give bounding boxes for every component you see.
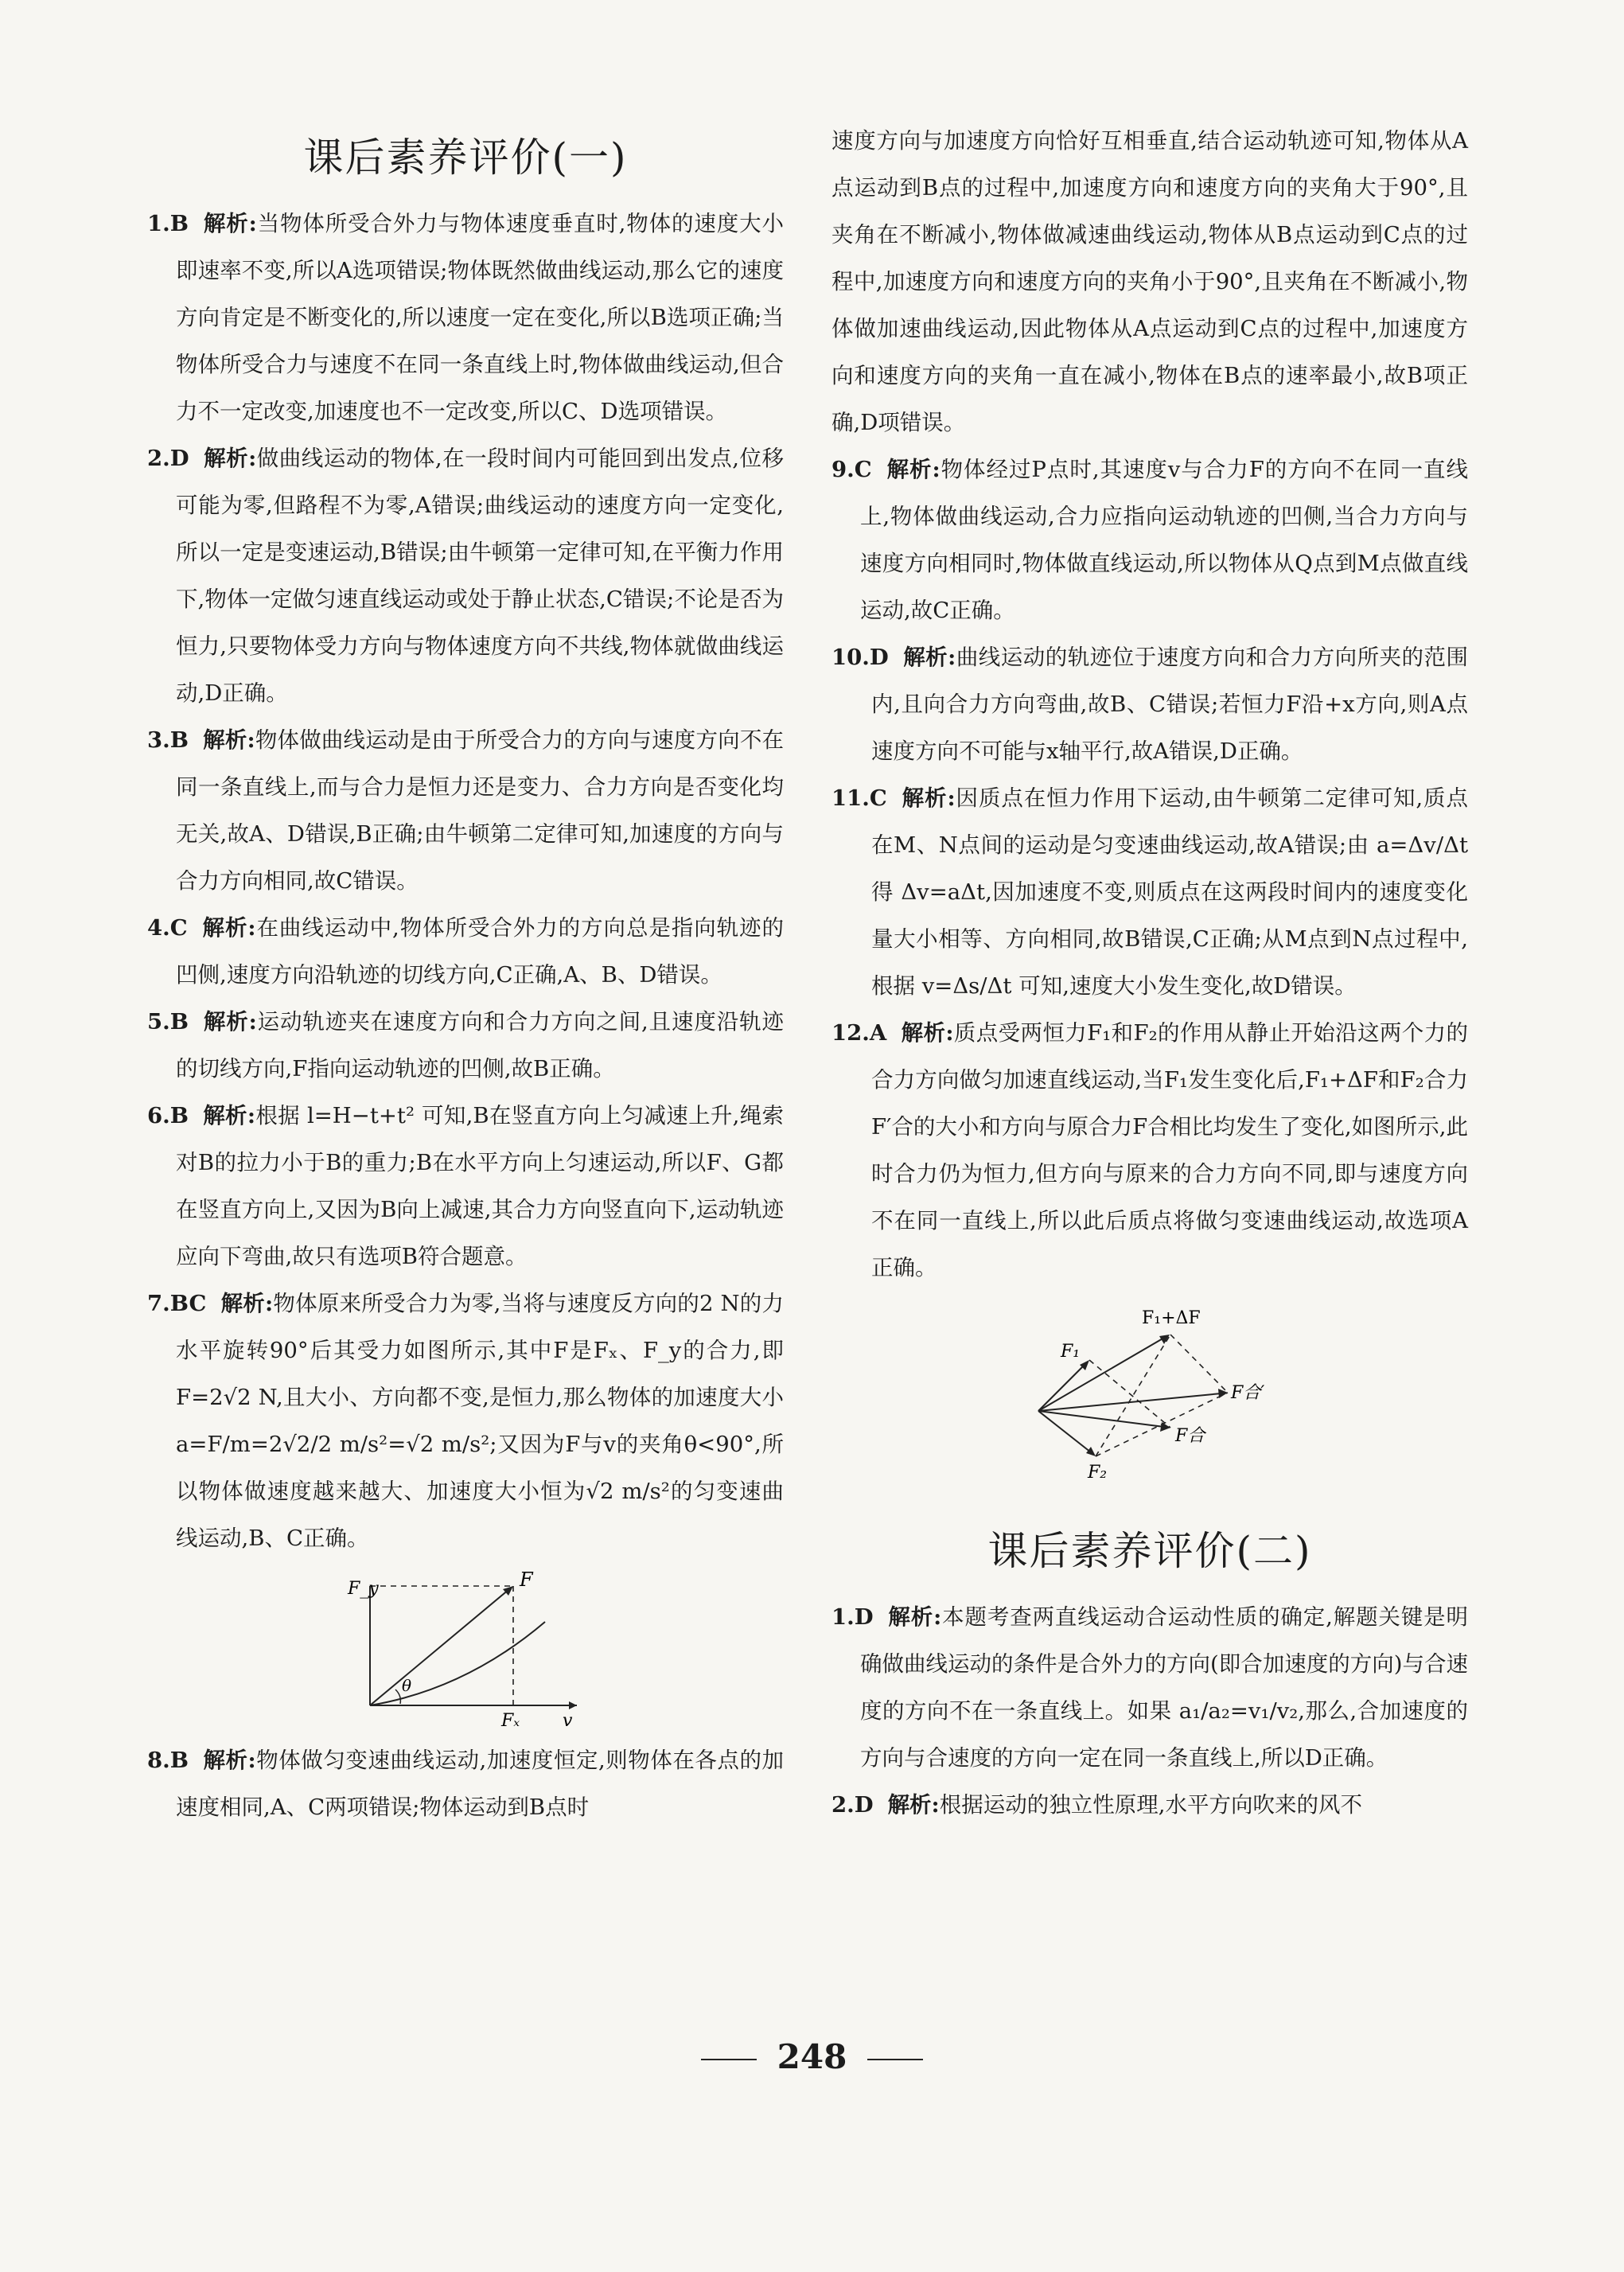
fig7-label-fx: Fₓ [501,1711,520,1729]
answer-5: 5.B 解析:运动轨迹夹在速度方向和合力方向之间,且速度沿轨迹的切线方向,F指向运动轨迹的凹侧,故B正确。 [147,1009,784,1081]
section-title-1: 课后素养评价(一) [303,134,628,181]
page-number-dash-left [701,2059,757,2060]
answer-7: 7.BC 解析:物体原来所受合力为零,当将与速度反方向的2 N的力水平旋转90°后其受力如图所示,其中F是Fₓ、F_y的合力,即F=2√2 N,且大小、方向都不变,是恒力,那么物体的加速度大小 a=F/m=2√2/2 m/s²=√2 m/s²;又因为F与v的夹角θ<90°,所以物体做速度越来越大、加速度大小恒为√2 m/s²的匀变速曲线运动,B、C正确。 [147,1291,784,1551]
figure-12-force-diagram [1022,1300,1277,1483]
fig7-label-f: F [520,1570,533,1591]
answer-8-continued: 速度方向与加速度方向恰好互相垂直,结合运动轨迹可知,物体从A点运动到B点的过程中,加速度方向和速度方向的夹角大于90°,且夹角在不断减小,物体做减速曲线运动,物体从B点运动到C点的过程中,加速度方向和速度方向的夹角小于90°,且夹角在不断减小,物体做加速曲线运动,因此物体从A点运动到C点的过程中,加速度方向和速度方向的夹角一直在减小,物体在B点的速率最小,故B项正确,D项错误。 [831,128,1468,435]
left-column [147,0,784,1831]
answer-4: 4.C 解析:在曲线运动中,物体所受合外力的方向总是指向轨迹的凹侧,速度方向沿轨迹的切线方向,C正确,A、B、D错误。 [147,915,784,988]
answer-6: 6.B 解析:根据 l=H−t+t² 可知,B在竖直方向上匀减速上升,绳索对B的拉力小于B的重力;B在水平方向上匀速运动,所以F、G都在竖直方向上,又因为B向上减速,其合力方向竖直向下,运动轨迹应向下弯曲,故只有选项B符合题意。 [147,1103,785,1269]
figure-7-force-diagram [346,1570,585,1729]
section-title-2: 课后素养评价(二) [987,1528,1312,1574]
fig12-label-fhe-prime: F合′ [1231,1383,1265,1403]
answer-b2: 2.D 解析:根据运动的独立性原理,水平方向吹来的风不 [831,1792,1362,1818]
fig12-label-fhe: F合 [1175,1426,1205,1446]
fig7-label-fy: F_y [348,1579,379,1599]
fig7-label-theta: θ [402,1676,412,1695]
fig7-label-v: v [563,1711,573,1729]
answer-8: 8.B 解析:物体做匀变速曲线运动,加速度恒定,则物体在各点的加速度相同,A、C两项错误;物体运动到B点时 [147,1748,784,1820]
right-column [831,0,1468,1829]
answer-10: 10.D 解析:曲线运动的轨迹位于速度方向和合力方向所夹的范围内,且向合力方向弯曲,故B、C错误;若恒力F沿+x方向,则A点速度方向不可能与x轴平行,故A错误,D正确。 [831,645,1469,764]
page-number: 248 [0,2037,1624,2076]
fig12-label-f1: F₁ [1061,1342,1081,1362]
answer-1: 1.B 解析:当物体所受合外力与物体速度垂直时,物体的速度大小即速率不变,所以A选项错误;物体既然做曲线运动,那么它的速度方向肯定是不断变化的,所以速度一定在变化,所以B选项正确;当物体所受合力与速度不在同一条直线上时,物体做曲线运动,但合力不一定改变,加速度也不一定改变,所以C、D选项错误。 [147,211,784,424]
answer-12: 12.A 解析:质点受两恒力F₁和F₂的作用从静止开始沿这两个力的合力方向做匀加速直线运动,当F₁发生变化后,F₁+ΔF和F₂合力F′合的大小和方向与原合力F合相比均发生了变化,如图所示,此时合力仍为恒力,但方向与原来的合力方向不同,即与速度方向不在同一直线上,所以此后质点将做匀变速曲线运动,故选项A正确。 [831,1020,1468,1280]
page-number-dash-right [867,2059,923,2060]
answer-3: 3.B 解析:物体做曲线运动是由于所受合力的方向与速度方向不在同一条直线上,而与合力是恒力还是变力、合力方向是否变化均无关,故A、D错误,B正确;由牛顿第二定律可知,加速度的方向与合力方向相同,故C错误。 [147,727,785,894]
answer-b1: 1.D 解析:本题考查两直线运动合运动性质的确定,解题关键是明确做曲线运动的条件是合外力的方向(即合加速度的方向)与合速度的方向不在一条直线上。如果 a₁/a₂=v₁/v₂,那么,合加速度的方向与合速度的方向一定在同一条直线上,所以D正确。 [831,1604,1468,1771]
answer-11: 11.C 解析:因质点在恒力作用下运动,由牛顿第二定律可知,质点在M、N点间的运动是匀变速曲线运动,故A错误;由 a=Δv/Δt 得 Δv=aΔt,因加速度不变,则质点在这两段时间内的速度变化量大小相等、方向相同,故B错误,C正确;从M点到N点过程中,根据 v=Δs/Δt 可知,速度大小发生变化,故D错误。 [831,785,1468,999]
fig12-label-f2: F₂ [1088,1463,1108,1483]
answer-9: 9.C 解析:物体经过P点时,其速度v与合力F的方向不在同一直线上,物体做曲线运动,合力应指向运动轨迹的凹侧,当合力方向与速度方向相同时,物体做直线运动,所以物体从Q点到M点做直线运动,故C正确。 [831,457,1468,623]
answer-2: 2.D 解析:做曲线运动的物体,在一段时间内可能回到出发点,位移可能为零,但路程不为零,A错误;曲线运动的速度方向一定变化,所以一定是变速运动,B错误;由牛顿第一定律可知,在平衡力作用下,物体一定做匀速直线运动或处于静止状态,C错误;不论是否为恒力,只要物体受力方向与物体速度方向不共线,物体就做曲线运动,D正确。 [147,446,784,706]
fig12-label-f1-dF: F₁+ΔF [1142,1308,1201,1328]
